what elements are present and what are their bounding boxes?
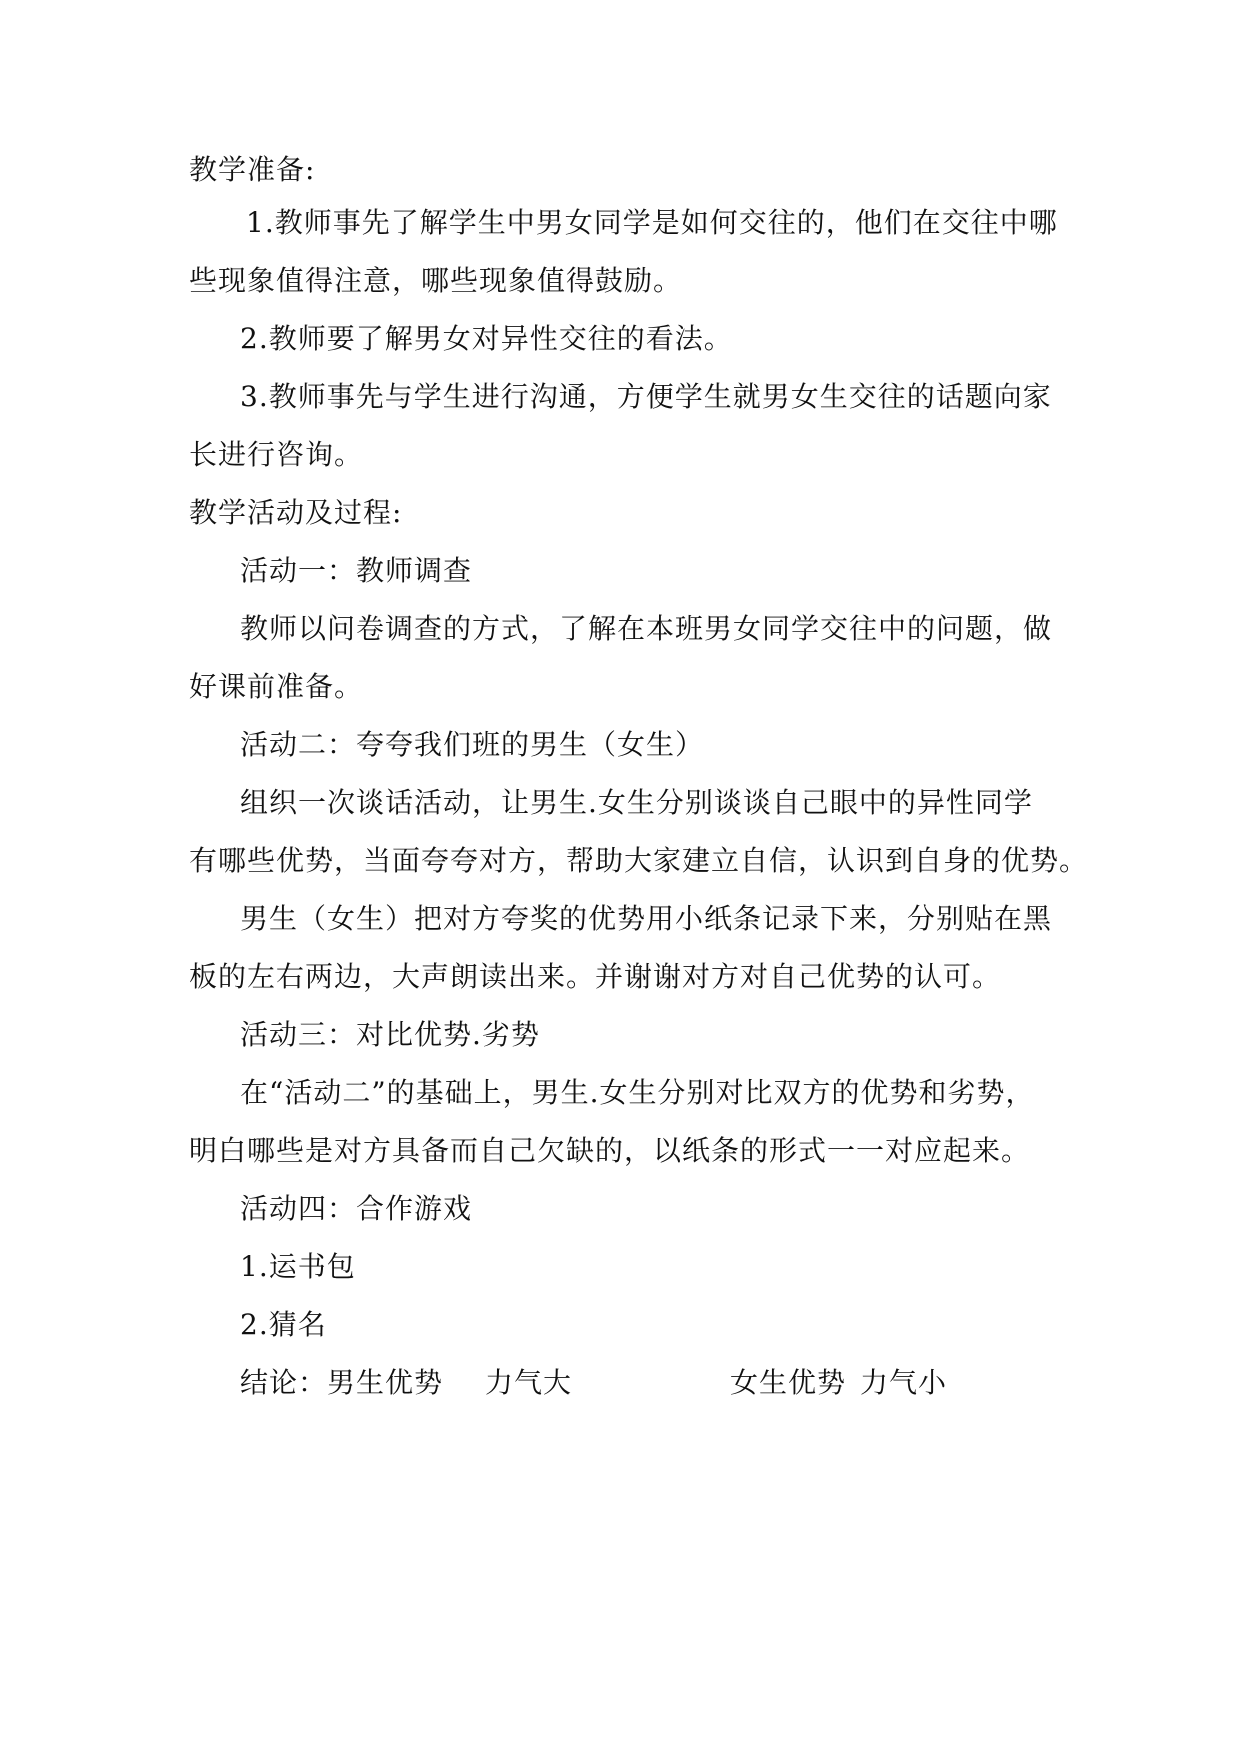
paragraph-line: 好课前准备。: [189, 670, 364, 703]
paragraph-line: 明白哪些是对方具备而自己欠缺的，以纸条的形式一一对应起来。: [189, 1134, 1031, 1167]
conclusion-label: 结论：男生优势: [240, 1366, 444, 1399]
activity-heading: 活动一：教师调查: [240, 554, 473, 587]
paragraph-line: 组织一次谈话活动，让男生.女生分别谈谈自己眼中的异性同学: [240, 786, 1033, 819]
paragraph-line: 在“活动二”的基础上，男生.女生分别对比双方的优势和劣势，: [240, 1076, 1035, 1109]
list-item: 2.猜名: [240, 1308, 327, 1341]
activity-heading: 活动四：合作游戏: [240, 1192, 473, 1225]
paragraph-line: 3.教师事先与学生进行沟通，方便学生就男女生交往的话题向家: [240, 380, 1052, 413]
list-item: 1.运书包: [240, 1250, 356, 1283]
paragraph-line: 1.教师事先了解学生中男女同学是如何交往的，他们在交往中哪: [246, 206, 1058, 239]
paragraph-line: 长进行咨询。: [189, 438, 364, 471]
paragraph-line: 教师以问卷调查的方式，了解在本班男女同学交往中的问题，做: [240, 612, 1053, 645]
girls-strength-value: 力气小: [860, 1366, 948, 1399]
paragraph-line: 2.教师要了解男女对异性交往的看法。: [240, 322, 733, 355]
paragraph-line: 些现象值得注意，哪些现象值得鼓励。: [189, 264, 683, 297]
paragraph-line: 有哪些优势，当面夸夸对方，帮助大家建立自信，认识到自身的优势。: [189, 844, 1089, 877]
conclusion-line: [240, 1363, 1120, 1403]
activity-heading: 活动三：对比优势.劣势: [240, 1018, 540, 1051]
paragraph-line: 男生（女生）把对方夸奖的优势用小纸条记录下来，分别贴在黑: [240, 902, 1053, 935]
section-heading-preparation: 教学准备:: [189, 153, 316, 186]
paragraph-line: 板的左右两边，大声朗读出来。并谢谢对方对自己优势的认可。: [189, 960, 1002, 993]
girls-strength-label: 女生优势: [730, 1366, 847, 1399]
section-heading-activities: 教学活动及过程:: [189, 496, 403, 529]
boys-strength-value: 力气大: [485, 1366, 573, 1399]
activity-heading: 活动二：夸夸我们班的男生（女生）: [240, 728, 705, 761]
